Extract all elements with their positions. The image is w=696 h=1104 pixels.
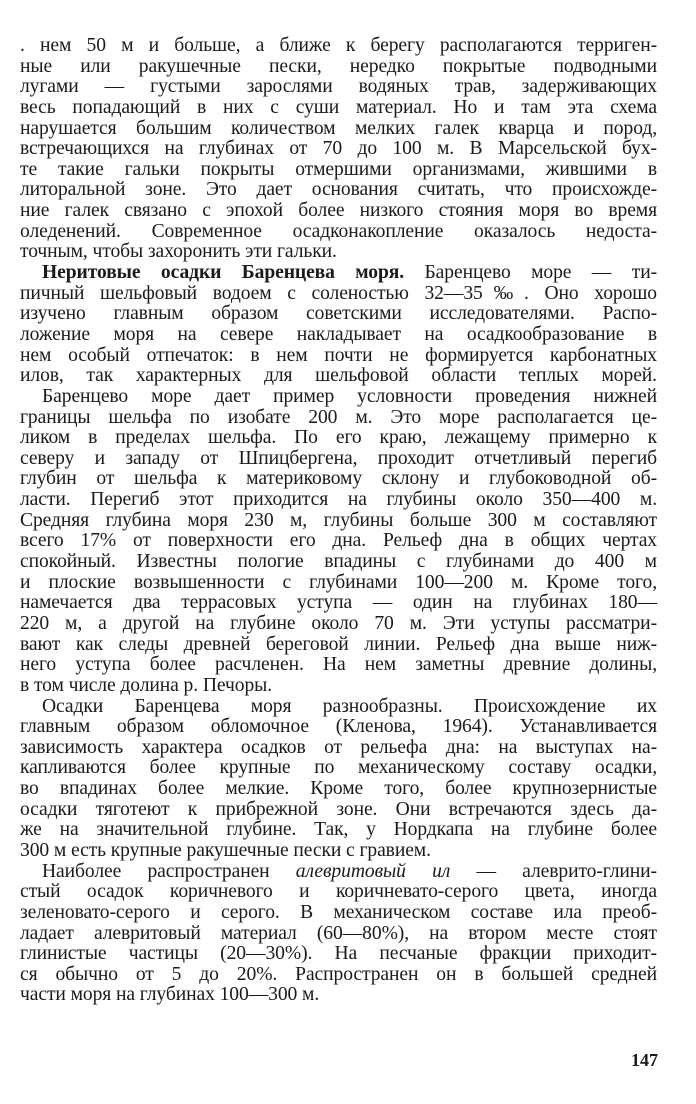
text-line: северу и западу от Шпицбергена, проходит отчетливый перегиб	[20, 447, 657, 469]
text-line: весь попадающий в них с суши материал. Но и там эта схема	[20, 96, 657, 118]
section-heading-line	[20, 263, 657, 284]
text-fragment: — алеврито-глини-	[450, 860, 657, 882]
text-line: ликом в пределах шельфа. По его краю, лежащему примерно к	[20, 427, 657, 449]
text-line: литоральной зоне. Это дает основания считать, что происхожде-	[20, 179, 657, 201]
text-line: изучено главным образом советскими исследователями. Распо-	[20, 303, 657, 325]
text-line: главным образом обломочное (Кленова, 1964). Устанавливается	[20, 716, 657, 738]
text-line: глинистые частицы (20—30%). На песчаные фракции приходит-	[20, 943, 657, 965]
text-line: глубин от шельфа к материковому склону и глубоководной об-	[20, 468, 657, 490]
text-line: . нем 50 м и больше, а ближе к берегу располагаются терриген-	[20, 35, 657, 56]
text-line: намечается два террасовых уступа — один на глубинах 180—	[20, 592, 657, 614]
text-line: оледенений. Современное осадконакопление оказалось недоста-	[20, 220, 657, 242]
text-line: ложение моря на севере накладывает на осадкообразование в	[20, 323, 657, 345]
text-line: пичный шельфовый водоем с соленостью 32—35‰. Оно хорошо	[20, 282, 657, 304]
italic-term: алевритовый ил	[295, 860, 451, 882]
section-heading: Неритовые осадки Баренцева моря.	[42, 262, 405, 284]
text-line: зависимость характера осадков от рельефа дна: на выступах на-	[20, 736, 657, 758]
text-line: всего 17% от поверхности его дна. Рельеф дна в общих чертах	[20, 530, 657, 552]
text-line: нем особый отпечаток: в нем почти не формируется карбонатных	[20, 344, 657, 366]
text-line: зеленовато-серого и серого. В механическом составе ила преоб-	[20, 901, 657, 923]
text-line: стый осадок коричневого и коричневато-серого цвета, иногда	[20, 881, 657, 903]
text-line: во впадинах более мелкие. Кроме того, более крупнозернистые	[20, 778, 657, 800]
text-line: ласти. Перегиб этот приходится на глубины около 350—400 м.	[20, 489, 657, 511]
text-line: и плоские возвышенности с глубинами 100—200 м. Кроме того,	[20, 571, 657, 593]
text-line: же на значительной глубине. Так, у Нордкапа на глубине более	[20, 819, 657, 841]
paragraph-continuation	[20, 36, 657, 1006]
text-line: ные или ракушечные пески, нередко покрытые подводными	[20, 55, 657, 77]
text-line: него уступа более расчленен. На нем заметны древние долины,	[20, 654, 657, 676]
text-line: ладает алевритовый материал (60—80%), на втором месте стоят	[20, 922, 657, 944]
text-line: в том числе долина р. Печоры.	[20, 674, 273, 696]
text-line: вают как следы древней береговой линии. Рельеф дна выше ниж-	[20, 633, 657, 655]
text-line: осадки тяготеют к прибрежной зоне. Они встречаются здесь да-	[20, 798, 657, 820]
page-number: 147	[631, 1050, 658, 1070]
text-line: ние галек связано с эпохой более низкого стояния моря во время	[20, 200, 657, 222]
text-line: илов, так характерных для шельфовой области теплых морей.	[20, 365, 657, 387]
text-line: Баренцево море дает пример условности проведения нижней	[42, 385, 657, 407]
text-line: границы шельфа по изобате 200 м. Это море располагается це-	[20, 406, 657, 428]
text-fragment: Баренцево море — ти-	[404, 262, 658, 284]
text-line: капливаются более крупные по механическому составу осадки,	[20, 757, 657, 779]
text-line: ся обычно от 5 до 20%. Распространен он в большей средней	[20, 963, 657, 985]
text-line: спокойный. Известны пологие впадины с глубинами до 400 м	[20, 551, 657, 573]
text-line: лугами — густыми зарослями водяных трав, задерживающих	[20, 76, 657, 98]
text-line: 300 м есть крупные ракушечные пески с гравием.	[20, 839, 431, 861]
text-line: встречающихся на глубинах от 70 до 100 м. В Марсельской бух-	[20, 138, 657, 160]
text-fragment: Наиболее распространен	[42, 860, 296, 882]
text-line: Осадки Баренцева моря разнообразны. Происхождение их	[42, 695, 657, 717]
text-line: нарушается большим количеством мелких галек кварца и пород,	[20, 117, 657, 139]
text-line: части моря на глубинах 100—300 м.	[20, 984, 320, 1006]
text-line: точным, чтобы захоронить эти гальки.	[20, 241, 337, 263]
text-line: те такие гальки покрыты отмершими организмами, жившими в	[20, 158, 657, 180]
text-line: 220 м, а другой на глубине около 70 м. Эти уступы рассматри-	[20, 612, 657, 634]
text-line: Средняя глубина моря 230 м, глубины больше 300 м составляют	[20, 509, 657, 531]
text-line-with-term	[20, 862, 657, 883]
